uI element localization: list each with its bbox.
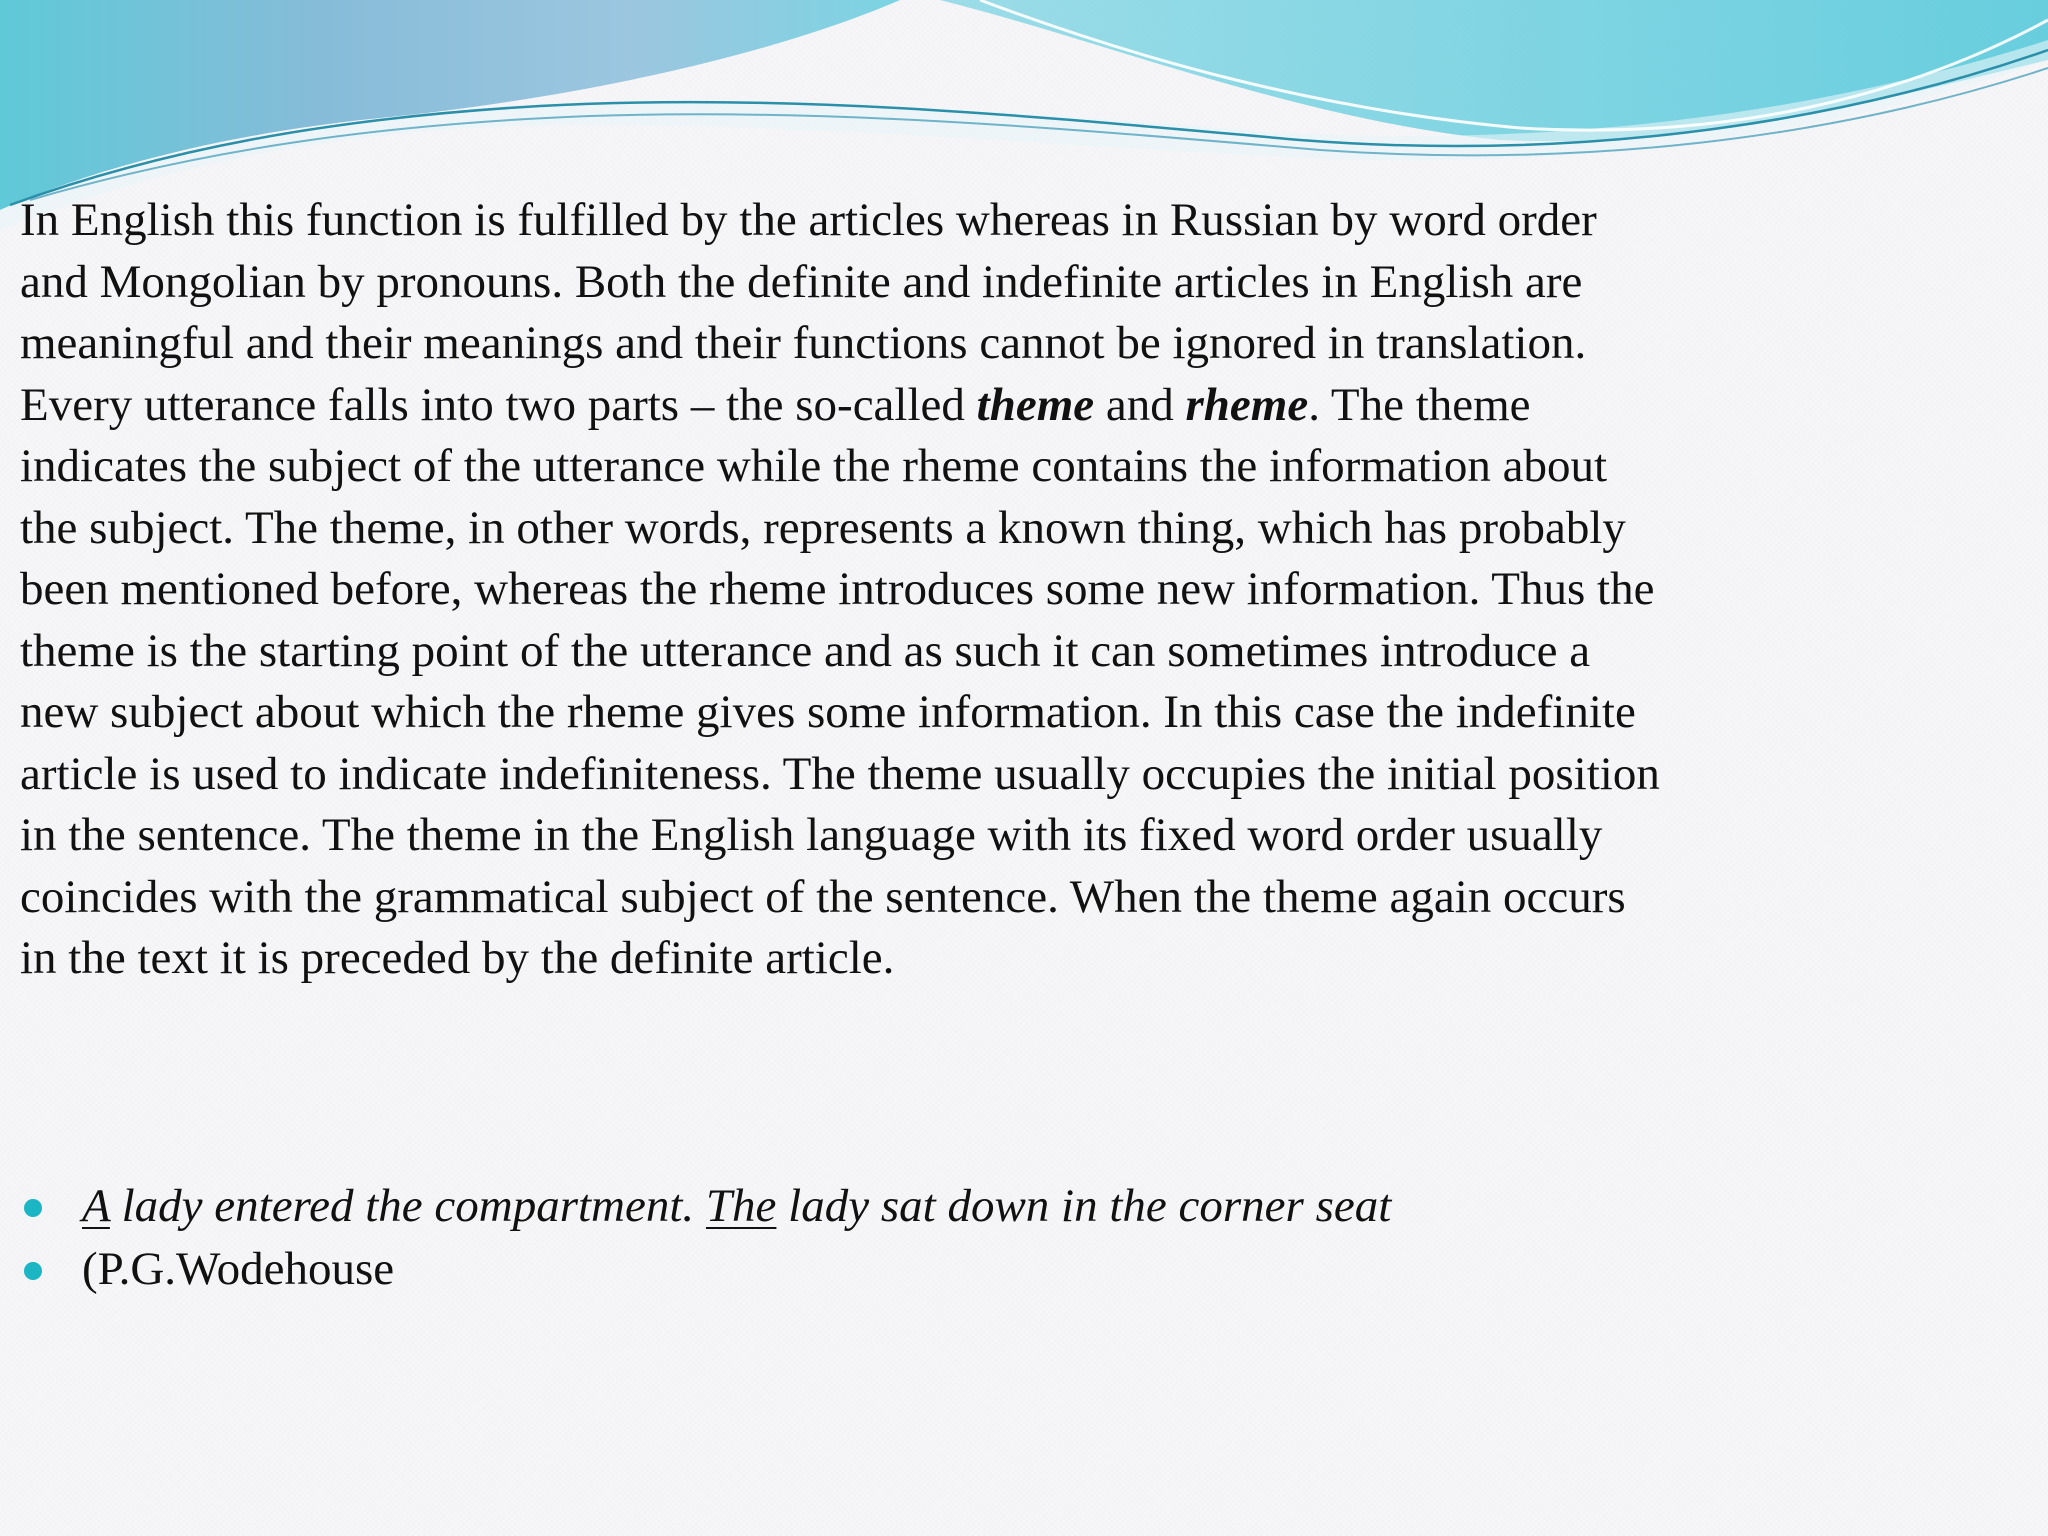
body-text: [20, 190, 1660, 990]
term-theme: theme: [976, 378, 1095, 431]
term-joiner: and: [1094, 378, 1186, 431]
bullet-list: [20, 1175, 1660, 1301]
paragraph-articles: In English this function is fulfilled by the articles whereas in Russian by word order and Mongolian by pronouns. Both the definite and indefinite articles in English are meaningful and their meanings and their functions cannot be ignored in translation.: [20, 194, 1597, 369]
bullet-dot-icon: [24, 1199, 42, 1217]
list-item-example: [20, 1175, 1660, 1238]
paragraph-rest: . The theme indicates the subject of the utterance while the rheme contains the information about the subject. The theme, in other words, represents a known thing, which has probably been mentioned before, whereas the rheme introduces some new information. Thus the theme is the starting point of the utterance and as such it can sometimes introduce a new subject about which the rheme gives some information. In this case the indefinite article is used to indicate indefiniteness. The theme usually occupies the initial position in the sentence. The theme in the English language with its fixed word order usually coincides with the grammatical subject of the sentence. When the theme again occurs in the text it is preceded by the definite article.: [20, 378, 1660, 984]
term-rheme: rheme: [1185, 378, 1309, 431]
example-quote: [82, 1180, 1391, 1232]
article-the: The: [705, 1180, 777, 1232]
example-part2: lady sat down in the corner seat: [776, 1180, 1392, 1232]
list-item-source: [20, 1238, 1660, 1301]
source-citation: (P.G.Wodehouse: [82, 1243, 395, 1295]
example-part1: lady entered the compartment.: [109, 1180, 706, 1232]
paragraph-intro: Every utterance falls into two parts – the so-called: [20, 378, 977, 431]
paragraph-theme-rheme: [20, 375, 1660, 990]
article-a: A: [82, 1180, 110, 1232]
bullet-dot-icon: [24, 1262, 42, 1280]
